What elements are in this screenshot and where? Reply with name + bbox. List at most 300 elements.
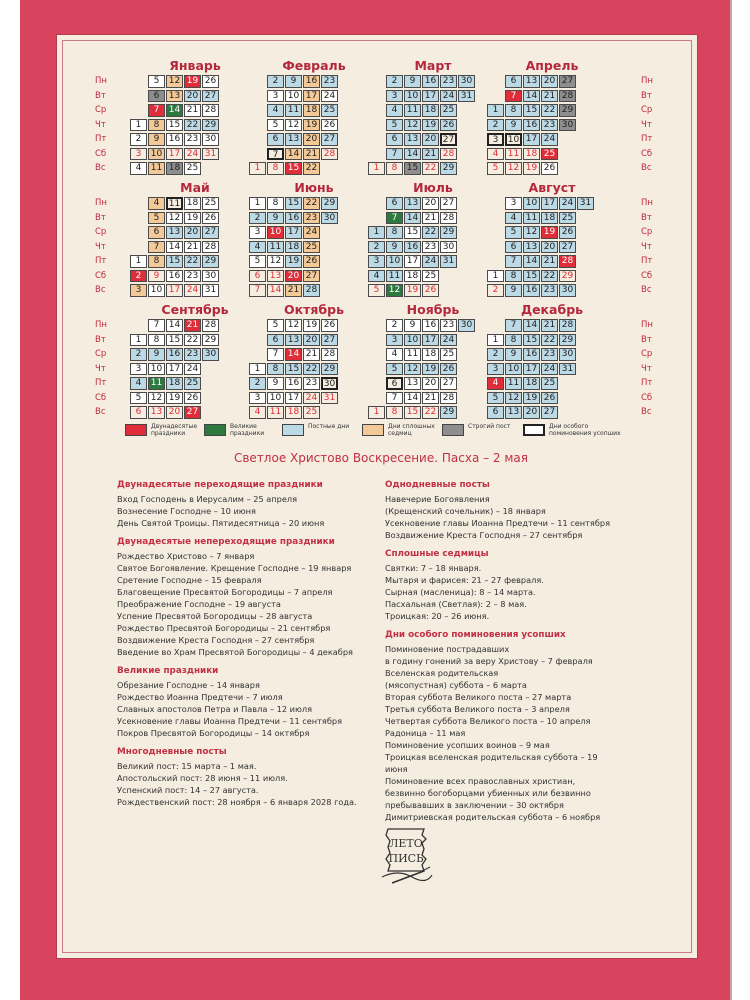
day-cell: 6 (148, 226, 165, 239)
day-cell: 14 (404, 148, 421, 161)
day-cell: 12 (166, 212, 183, 225)
day-cell: 2 (130, 348, 147, 361)
day-cell: 10 (285, 90, 302, 103)
day-cell: 21 (303, 148, 320, 161)
day-cell: 17 (166, 148, 183, 161)
day-cell: 6 (267, 334, 284, 347)
weekday-label: Пт (641, 378, 653, 388)
day-cell: 20 (184, 226, 201, 239)
day-cell: 4 (487, 148, 504, 161)
section-line: пребывавших в заключении – 30 октября (385, 800, 564, 810)
month-name: Июнь (294, 180, 334, 195)
weekday-label: Вс (95, 285, 106, 295)
section-line: Вознесение Господне – 10 июня (117, 506, 256, 516)
day-cell: 13 (404, 377, 421, 390)
day-cell: 20 (422, 197, 439, 210)
section-line: Успенский пост: 14 – 27 августа. (117, 785, 259, 795)
legend-swatch (282, 424, 304, 436)
day-cell: 3 (487, 363, 504, 376)
day-cell: 15 (523, 104, 540, 117)
day-cell: 14 (166, 241, 183, 254)
day-cell: 25 (184, 162, 201, 175)
day-cell: 16 (523, 348, 540, 361)
weekday-label: Вт (641, 334, 652, 345)
day-cell: 3 (267, 90, 284, 103)
day-cell: 30 (202, 133, 219, 146)
legend (120, 421, 620, 443)
day-cell: 10 (267, 392, 284, 405)
day-cell: 28 (202, 241, 219, 254)
info-section (117, 666, 377, 739)
weekday-label: Сб (95, 148, 107, 159)
day-cell: 24 (303, 226, 320, 239)
day-cell: 11 (267, 241, 284, 254)
day-cell: 9 (285, 75, 302, 88)
day-cell: 17 (285, 226, 302, 239)
day-cell: 11 (386, 270, 403, 283)
day-cell: 3 (505, 197, 522, 210)
legend-label: Двунадесятые праздники (151, 423, 198, 437)
section-line: Поминовение усопших воинов – 9 мая (385, 740, 550, 750)
day-cell: 29 (559, 334, 576, 347)
day-cell: 11 (404, 104, 421, 117)
day-cell: 20 (303, 133, 320, 146)
day-cell: 9 (505, 284, 522, 297)
day-cell: 5 (368, 284, 385, 297)
left-column (117, 480, 377, 816)
section-line: Димитриевская родительская суббота – 6 ноября (385, 812, 601, 822)
section-line: Четвертая суббота Великого поста – 10 апреля (385, 716, 591, 726)
day-cell: 14 (404, 212, 421, 225)
legend-label: Дни сплошных седмиц (388, 423, 435, 437)
section-line: Сретение Господне – 15 февраля (117, 575, 262, 585)
day-cell: 18 (166, 162, 183, 175)
day-cell: 20 (303, 334, 320, 347)
day-cell: 6 (505, 75, 522, 88)
day-cell: 12 (523, 226, 540, 239)
day-cell: 23 (321, 75, 338, 88)
day-cell: 12 (386, 284, 403, 297)
month-name: Апрель (525, 58, 579, 73)
day-cell: 11 (523, 212, 540, 225)
weekday-label: Сб (641, 148, 653, 159)
day-cell: 8 (148, 255, 165, 268)
day-cell: 17 (422, 334, 439, 347)
day-cell: 9 (404, 319, 421, 332)
day-cell: 31 (202, 284, 219, 297)
day-cell: 1 (130, 119, 147, 132)
day-cell: 14 (285, 148, 302, 161)
legend-item-velikie (204, 421, 284, 443)
day-cell: 18 (184, 197, 201, 210)
weekday-label: Вс (641, 163, 652, 173)
section-line: Рождественский пост: 28 ноября – 6 января 2028 года. (117, 797, 357, 807)
section-line: День Святой Троицы. Пятидесятница – 20 июня (117, 518, 325, 528)
month-name: Февраль (282, 58, 346, 73)
day-cell: 26 (202, 75, 219, 88)
day-cell: 13 (148, 406, 165, 419)
day-cell: 19 (166, 392, 183, 405)
legend-swatch (204, 424, 226, 436)
day-cell: 16 (422, 75, 439, 88)
day-cell: 4 (267, 104, 284, 117)
day-cell: 26 (440, 363, 457, 376)
section-line: Рождество Христово – 7 января (117, 551, 255, 561)
section-line: Воздвижение Креста Господня – 27 сентября (117, 635, 315, 645)
day-cell: 27 (559, 75, 576, 88)
day-cell: 8 (505, 334, 522, 347)
day-cell: 15 (166, 334, 183, 347)
day-cell: 30 (321, 212, 338, 225)
day-cell: 9 (404, 75, 421, 88)
day-cell: 25 (541, 377, 558, 390)
day-cell: 17 (541, 197, 558, 210)
info-section (117, 480, 377, 529)
day-cell: 18 (541, 212, 558, 225)
day-cell: 21 (422, 212, 439, 225)
day-cell: 25 (303, 406, 320, 419)
month-name: Сентябрь (161, 302, 229, 317)
day-cell: 3 (130, 284, 147, 297)
day-cell: 16 (285, 377, 302, 390)
day-cell: 21 (422, 392, 439, 405)
day-cell: 2 (487, 119, 504, 132)
weekday-label: Сб (641, 392, 653, 403)
day-cell: 2 (386, 319, 403, 332)
day-cell: 24 (303, 392, 320, 405)
day-cell: 14 (166, 104, 183, 117)
section-line: Навечерие Богоявления (385, 494, 490, 504)
day-cell: 11 (148, 162, 165, 175)
day-cell: 8 (386, 226, 403, 239)
day-cell: 23 (541, 348, 558, 361)
svg-text:ЛЕТО: ЛЕТО (389, 837, 423, 850)
weekday-label: Пн (95, 198, 107, 208)
section-line: Сырная (масленица): 8 – 14 марта. (385, 587, 536, 597)
day-cell: 20 (422, 133, 439, 146)
legend-label: Дни особого поминовения усопших (549, 423, 621, 437)
day-cell: 23 (184, 348, 201, 361)
day-cell: 6 (267, 133, 284, 146)
day-cell: 1 (368, 162, 385, 175)
day-cell: 27 (440, 377, 457, 390)
day-cell: 23 (541, 119, 558, 132)
day-cell: 20 (184, 90, 201, 103)
day-cell: 5 (267, 119, 284, 132)
day-cell: 10 (404, 90, 421, 103)
day-cell: 24 (541, 363, 558, 376)
day-cell: 29 (559, 104, 576, 117)
day-cell: 27 (440, 197, 457, 210)
day-cell: 5 (386, 119, 403, 132)
section-line: в годину гонений за веру Христову – 7 февраля (385, 656, 593, 666)
day-cell: 24 (422, 255, 439, 268)
day-cell: 23 (440, 319, 457, 332)
section-heading: Дни особого поминовения усопших (385, 630, 566, 640)
day-cell: 10 (267, 226, 284, 239)
day-cell: 19 (184, 212, 201, 225)
day-cell: 16 (166, 348, 183, 361)
day-cell: 9 (148, 270, 165, 283)
day-cell: 10 (148, 148, 165, 161)
day-cell: 28 (559, 255, 576, 268)
weekday-label: Вт (641, 90, 652, 101)
month-name: Ноябрь (406, 302, 460, 317)
weekday-label: Пн (641, 76, 653, 86)
day-cell: 25 (559, 212, 576, 225)
day-cell: 19 (422, 363, 439, 376)
day-cell: 12 (166, 75, 183, 88)
weekday-label: Вт (641, 212, 652, 223)
day-cell: 4 (505, 212, 522, 225)
day-cell: 29 (321, 363, 338, 376)
day-cell: 17 (523, 133, 540, 146)
day-cell: 26 (303, 255, 320, 268)
day-cell: 31 (559, 363, 576, 376)
section-heading: Многодневные посты (117, 747, 227, 757)
day-cell: 11 (505, 377, 522, 390)
day-cell: 11 (166, 197, 183, 210)
day-cell: 31 (202, 148, 219, 161)
day-cell: 7 (386, 392, 403, 405)
section-line: Пасхальная (Светлая): 2 – 8 мая. (385, 599, 527, 609)
section-line: Преображение Господне – 19 августа (117, 599, 281, 609)
weekday-label: Чт (641, 241, 652, 252)
month-name: Май (180, 180, 210, 195)
day-cell: 27 (202, 226, 219, 239)
day-cell: 17 (166, 363, 183, 376)
weekday-label: Вт (95, 212, 106, 223)
day-cell: 24 (184, 284, 201, 297)
day-cell: 30 (458, 75, 475, 88)
day-cell: 3 (249, 392, 266, 405)
day-cell: 24 (184, 148, 201, 161)
section-line: Обрезание Господне – 14 января (117, 680, 260, 690)
day-cell: 25 (202, 197, 219, 210)
section-line: (Крещенский сочельник) – 18 января (385, 506, 546, 516)
day-cell: 28 (202, 104, 219, 117)
section-line: (мясопустная) суббота – 6 марта (385, 680, 527, 690)
day-cell: 26 (202, 212, 219, 225)
section-line: Троицкая вселенская родительская суббота – 19 июня (385, 752, 598, 774)
section-line: Благовещение Пресвятой Богородицы – 7 апреля (117, 587, 333, 597)
section-line: Троицкая: 20 – 26 июня. (385, 611, 490, 621)
day-cell: 25 (303, 241, 320, 254)
day-cell: 3 (386, 334, 403, 347)
day-cell: 22 (184, 255, 201, 268)
day-cell: 4 (249, 406, 266, 419)
day-cell: 15 (285, 363, 302, 376)
day-cell: 7 (148, 241, 165, 254)
day-cell: 23 (184, 133, 201, 146)
day-cell: 15 (404, 226, 421, 239)
day-cell: 22 (541, 270, 558, 283)
day-cell: 18 (422, 104, 439, 117)
day-cell: 20 (285, 270, 302, 283)
day-cell: 24 (184, 363, 201, 376)
weekday-label: Пт (641, 256, 653, 266)
day-cell: 16 (166, 133, 183, 146)
day-cell: 8 (267, 162, 284, 175)
day-cell: 17 (404, 255, 421, 268)
weekday-label: Чт (95, 119, 106, 130)
legend-swatch (523, 424, 545, 436)
day-cell: 4 (368, 270, 385, 283)
day-cell: 30 (202, 270, 219, 283)
day-cell: 21 (303, 348, 320, 361)
day-cell: 14 (166, 319, 183, 332)
day-cell: 5 (386, 363, 403, 376)
day-cell: 10 (505, 363, 522, 376)
day-cell: 12 (404, 119, 421, 132)
day-cell: 12 (267, 255, 284, 268)
day-cell: 22 (422, 162, 439, 175)
day-cell: 18 (422, 348, 439, 361)
day-cell: 27 (541, 406, 558, 419)
day-cell: 22 (303, 363, 320, 376)
day-cell: 3 (487, 133, 504, 146)
day-cell: 3 (249, 226, 266, 239)
section-line: Введение во Храм Пресвятой Богородицы – 4 декабря (117, 647, 353, 657)
day-cell: 6 (487, 406, 504, 419)
day-cell: 22 (184, 334, 201, 347)
day-cell: 15 (285, 162, 302, 175)
day-cell: 19 (404, 284, 421, 297)
day-cell: 21 (184, 319, 201, 332)
day-cell: 21 (422, 148, 439, 161)
info-section (117, 747, 377, 808)
day-cell: 1 (487, 104, 504, 117)
day-cell: 3 (386, 90, 403, 103)
section-line: Святое Богоявление. Крещение Господне – 19 января (117, 563, 352, 573)
day-cell: 2 (487, 284, 504, 297)
day-cell: 11 (505, 148, 522, 161)
day-cell: 23 (303, 377, 320, 390)
day-cell: 21 (285, 284, 302, 297)
section-line: Вселенская родительская (385, 668, 499, 678)
day-cell: 28 (559, 319, 576, 332)
legend-label: Великие праздники (230, 423, 265, 437)
day-cell: 1 (130, 255, 147, 268)
day-cell: 3 (130, 148, 147, 161)
day-cell: 5 (267, 319, 284, 332)
day-cell: 6 (386, 197, 403, 210)
day-cell: 13 (285, 334, 302, 347)
weekday-label: Вс (641, 285, 652, 295)
day-cell: 26 (184, 392, 201, 405)
day-cell: 15 (166, 119, 183, 132)
section-heading: Двунадесятые непереходящие праздники (117, 537, 335, 547)
day-cell: 30 (321, 377, 338, 390)
info-section (117, 537, 377, 658)
day-cell: 13 (285, 133, 302, 146)
day-cell: 7 (148, 319, 165, 332)
day-cell: 15 (166, 255, 183, 268)
day-cell: 2 (249, 377, 266, 390)
section-line: Славных апостолов Петра и Павла – 12 июля (117, 704, 313, 714)
day-cell: 10 (148, 363, 165, 376)
day-cell: 6 (249, 270, 266, 283)
day-cell: 28 (303, 284, 320, 297)
day-cell: 30 (559, 348, 576, 361)
day-cell: 29 (440, 406, 457, 419)
day-cell: 28 (321, 148, 338, 161)
day-cell: 30 (202, 348, 219, 361)
day-cell: 20 (523, 406, 540, 419)
day-cell: 23 (422, 241, 439, 254)
day-cell: 14 (285, 348, 302, 361)
day-cell: 15 (523, 270, 540, 283)
day-cell: 18 (523, 148, 540, 161)
weekday-label: Сб (641, 270, 653, 281)
day-cell: 22 (303, 162, 320, 175)
day-cell: 11 (267, 406, 284, 419)
weekday-label: Вс (641, 407, 652, 417)
day-cell: 17 (285, 392, 302, 405)
day-cell: 27 (321, 133, 338, 146)
day-cell: 25 (541, 148, 558, 161)
section-heading: Однодневные посты (385, 480, 490, 490)
day-cell: 9 (148, 348, 165, 361)
section-line: Рождество Пресвятой Богородицы – 21 сентября (117, 623, 331, 633)
day-cell: 19 (303, 319, 320, 332)
svg-text:ПИСЬ: ПИСЬ (388, 852, 424, 865)
day-cell: 8 (386, 162, 403, 175)
weekday-label: Вс (95, 407, 106, 417)
section-heading: Великие праздники (117, 666, 219, 676)
weekday-label: Ср (641, 349, 653, 359)
legend-item-strogiy (442, 421, 522, 443)
day-cell: 4 (148, 197, 165, 210)
section-line: Великий пост: 15 марта – 1 мая. (117, 761, 257, 771)
day-cell: 4 (130, 162, 147, 175)
day-cell: 9 (267, 212, 284, 225)
day-cell: 26 (541, 392, 558, 405)
day-cell: 21 (541, 90, 558, 103)
day-cell: 10 (386, 255, 403, 268)
day-cell: 9 (505, 348, 522, 361)
section-heading: Сплошные седмицы (385, 549, 489, 559)
day-cell: 12 (285, 319, 302, 332)
day-cell: 23 (440, 75, 457, 88)
day-cell: 15 (404, 406, 421, 419)
weekday-label: Пт (641, 134, 653, 144)
day-cell: 9 (386, 241, 403, 254)
day-cell: 25 (440, 348, 457, 361)
day-cell: 4 (386, 104, 403, 117)
day-cell: 19 (523, 392, 540, 405)
day-cell: 1 (249, 197, 266, 210)
day-cell: 5 (148, 212, 165, 225)
day-cell: 19 (523, 162, 540, 175)
weekday-label: Пн (95, 76, 107, 86)
day-cell: 22 (422, 226, 439, 239)
day-cell: 4 (386, 348, 403, 361)
day-cell: 24 (541, 133, 558, 146)
day-cell: 19 (303, 119, 320, 132)
section-line: Мытаря и фарисея: 21 – 27 февраля. (385, 575, 544, 585)
day-cell: 20 (541, 241, 558, 254)
easter-title: Светлое Христово Воскресение. Пасха – 2 мая (233, 451, 529, 465)
day-cell: 26 (422, 284, 439, 297)
legend-label: Постные дни (308, 423, 350, 430)
day-cell: 18 (404, 270, 421, 283)
weekday-label: Пн (95, 320, 107, 330)
day-cell: 28 (202, 319, 219, 332)
day-cell: 24 (321, 90, 338, 103)
info-section (385, 549, 615, 622)
day-cell: 10 (404, 334, 421, 347)
